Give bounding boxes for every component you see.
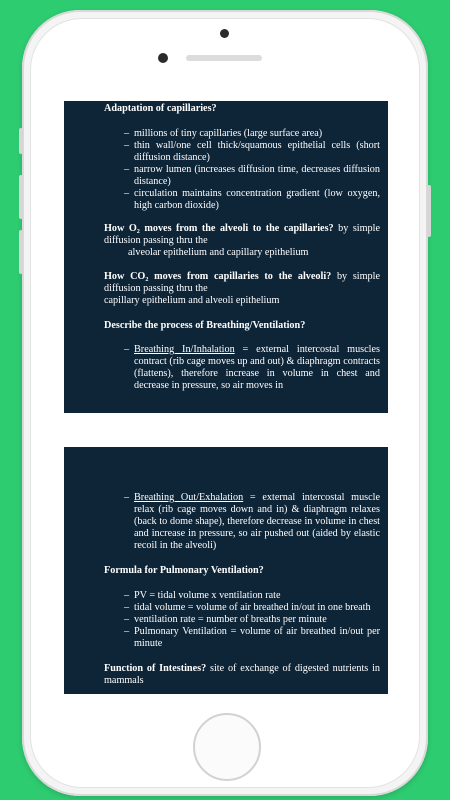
exhalation-item — [104, 492, 380, 552]
breathing-question: Describe the process of Breathing/Ventilation? — [104, 320, 306, 331]
o2-question: How O₂ moves from the alveoli to the capillaries? — [104, 223, 334, 234]
o2-paragraph — [104, 223, 380, 247]
home-button[interactable] — [193, 713, 261, 781]
document-page-1 — [64, 101, 388, 413]
co2-question: How CO₂ moves from capillaries to the alveoli? — [104, 271, 332, 282]
intestines-question: Function of Intestines? — [104, 663, 207, 674]
co2-answer: by simple diffusion passing thru the — [104, 271, 381, 294]
inhalation-item — [104, 344, 380, 392]
o2-answer-line2: alveolar epithelium and capillary epithelium — [128, 247, 309, 258]
volume-up-button — [19, 175, 23, 219]
screen[interactable] — [56, 101, 392, 694]
inhalation-text: = external intercostal muscles contract (rib cage moves up and out) & diaphragm contracts (flattens), therefore increase in volume in chest and decrease in pressure, so air moves in — [134, 344, 380, 391]
formula-list — [104, 590, 380, 650]
exhalation-term: Breathing Out/Exhalation — [134, 492, 244, 503]
breathing-list — [104, 344, 380, 392]
inhalation-term: Breathing In/Inhalation — [134, 344, 235, 355]
front-sensor — [220, 29, 229, 38]
intestines-paragraph — [104, 663, 380, 687]
list-item: – circulation maintains concentration gradient (low oxygen, high carbon dioxide) — [104, 188, 380, 212]
volume-down-button — [19, 230, 23, 274]
formula-question: Formula for Pulmonary Ventilation? — [104, 565, 264, 576]
earpiece-speaker — [186, 55, 262, 61]
page-title: Adaptation of capillaries? — [104, 103, 217, 114]
capillary-adaptation-list — [104, 128, 380, 212]
mute-switch — [19, 128, 23, 154]
list-item: – tidal volume = volume of air breathed in/out in one breath — [104, 602, 380, 614]
exhalation-list — [104, 492, 380, 552]
list-item: – Pulmonary Ventilation = volume of air breathed in/out per minute — [104, 626, 380, 650]
list-item: – PV = tidal volume x ventilation rate — [104, 590, 380, 602]
co2-paragraph — [104, 271, 380, 295]
co2-answer-line2: capillary epithelium and alveoli epithelium — [104, 295, 280, 306]
list-item: – ventilation rate = number of breaths per minute — [104, 614, 380, 626]
intestines-answer: site of exchange of digested nutrients in mammals — [104, 663, 381, 686]
document-page-2 — [64, 447, 388, 694]
list-item: – thin wall/one cell thick/squamous epithelial cells (short diffusion distance) — [104, 140, 380, 164]
front-camera — [158, 53, 168, 63]
list-item: – narrow lumen (increases diffusion time, decreases diffusion distance) — [104, 164, 380, 188]
list-item: – millions of tiny capillaries (large surface area) — [104, 128, 380, 140]
power-button — [427, 185, 431, 237]
o2-answer: by simple diffusion passing thru the — [104, 223, 380, 246]
exhalation-text: = external intercostal muscle relax (rib cage moves down and in) & diaphragm relaxes (back to dome shape), therefore decrease in volume in chest and increase in pressure, so air pushed out (aided by elastic recoil in the alveoli) — [134, 492, 380, 551]
